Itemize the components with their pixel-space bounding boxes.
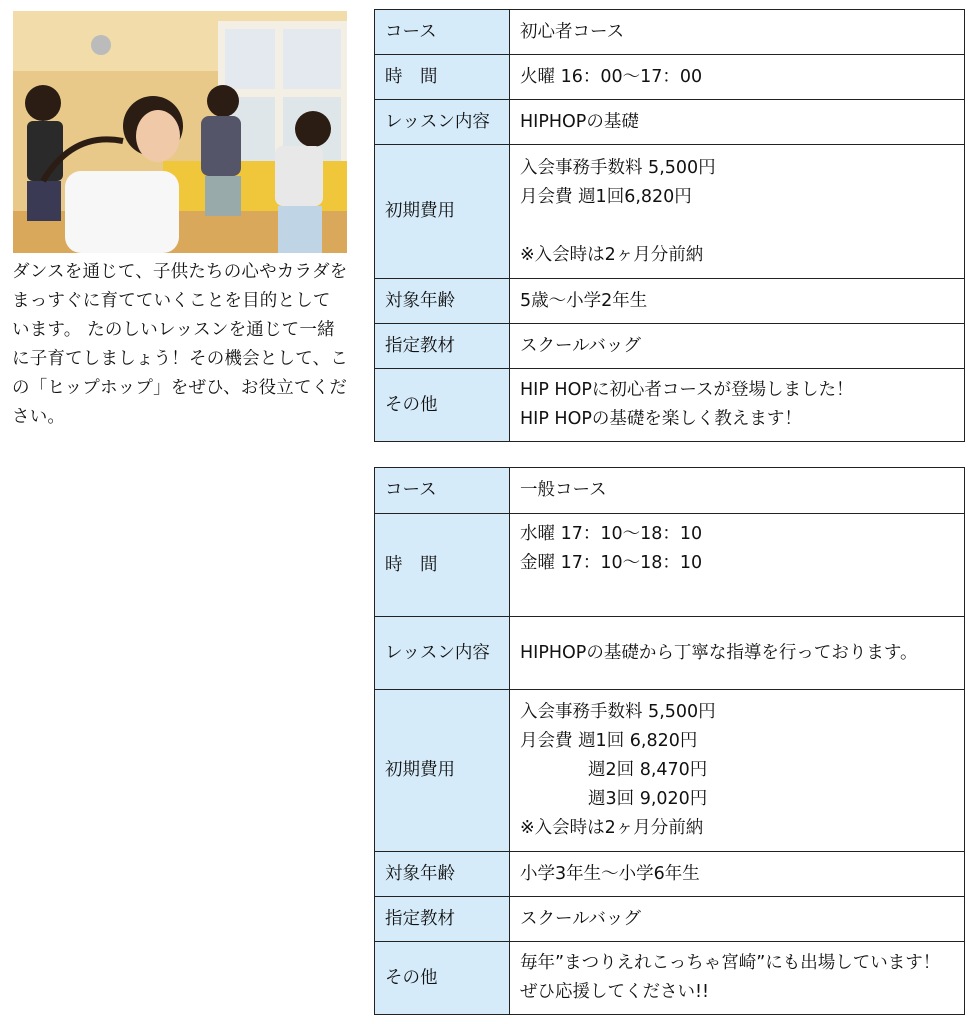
table-row (375, 852, 965, 897)
dance-class-photo (13, 11, 347, 253)
fee-line: 入会事務手数料 5,500円 (520, 702, 716, 722)
table-row (375, 369, 965, 442)
content-label: レッスン内容 (375, 617, 510, 690)
fee-value (510, 145, 965, 279)
intro-text: ダンスを通じて、子供たちの心やカラダをまっすぐに育てていくことを目的としています。 たのしいレッスンを通じて一緒に子育てしましょう！その機会として、この「ヒップホップ」をぜひ、お役立てください。 (12, 262, 348, 427)
table-row (375, 897, 965, 942)
general-course-table (374, 467, 965, 1015)
material-value: スクールバッグ (510, 897, 965, 942)
other-line: HIP HOPの基礎を楽しく教えます！ (520, 409, 802, 429)
content-value: HIPHOPの基礎 (510, 100, 965, 145)
fee-label: 初期費用 (375, 690, 510, 852)
time-label: 時 間 (375, 55, 510, 100)
beginner-course-table (374, 9, 965, 442)
age-value: 小学3年生〜小学6年生 (510, 852, 965, 897)
table-row (375, 617, 965, 690)
time-label: 時 間 (375, 514, 510, 617)
fee-value (510, 690, 965, 852)
table-row (375, 514, 965, 617)
fee-line: 入会事務手数料 5,500円 (520, 157, 716, 178)
other-label: その他 (375, 369, 510, 442)
course-value: 初心者コース (510, 10, 965, 55)
other-value: 毎年”まつりえれこっちゃ宮崎”にも出場しています！ ぜひ応援してください!! (510, 942, 965, 1015)
age-label: 対象年齢 (375, 852, 510, 897)
table-row (375, 55, 965, 100)
age-value: 5歳〜小学2年生 (510, 279, 965, 324)
other-value (510, 369, 965, 442)
fee-label: 初期費用 (375, 145, 510, 279)
course-label: コース (375, 468, 510, 514)
table-row (375, 942, 965, 1015)
fee-line: 週3回 9,020円 (588, 789, 708, 809)
time-line: 水曜 17：10〜18：10 (520, 524, 703, 544)
fee-line: 月会費 週1回 6,820円 (520, 731, 698, 751)
material-label: 指定教材 (375, 897, 510, 942)
table-row (375, 324, 965, 369)
fee-line: 月会費 週1回6,820円 (520, 186, 692, 207)
table-row (375, 100, 965, 145)
table-row (375, 10, 965, 55)
fee-line: ※入会時は2ヶ月分前納 (520, 244, 704, 265)
time-value: 火曜 16：00〜17：00 (510, 55, 965, 100)
time-value (510, 514, 965, 617)
table-row (375, 690, 965, 852)
material-value: スクールバッグ (510, 324, 965, 369)
table-row (375, 468, 965, 514)
other-line: HIP HOPに初心者コースが登場しました！ (520, 380, 854, 400)
fee-spacer (520, 212, 954, 241)
table-row (375, 145, 965, 279)
age-label: 対象年齢 (375, 279, 510, 324)
other-label: その他 (375, 942, 510, 1015)
time-line: 金曜 17：10〜18：10 (520, 553, 703, 573)
course-label: コース (375, 10, 510, 55)
table-row (375, 279, 965, 324)
fee-line: 週2回 8,470円 (588, 760, 708, 780)
course-value: 一般コース (510, 468, 965, 514)
fee-line: ※入会時は2ヶ月分前納 (520, 818, 704, 838)
content-value: HIPHOPの基礎から丁寧な指導を行っております。 (510, 617, 965, 690)
material-label: 指定教材 (375, 324, 510, 369)
content-label: レッスン内容 (375, 100, 510, 145)
